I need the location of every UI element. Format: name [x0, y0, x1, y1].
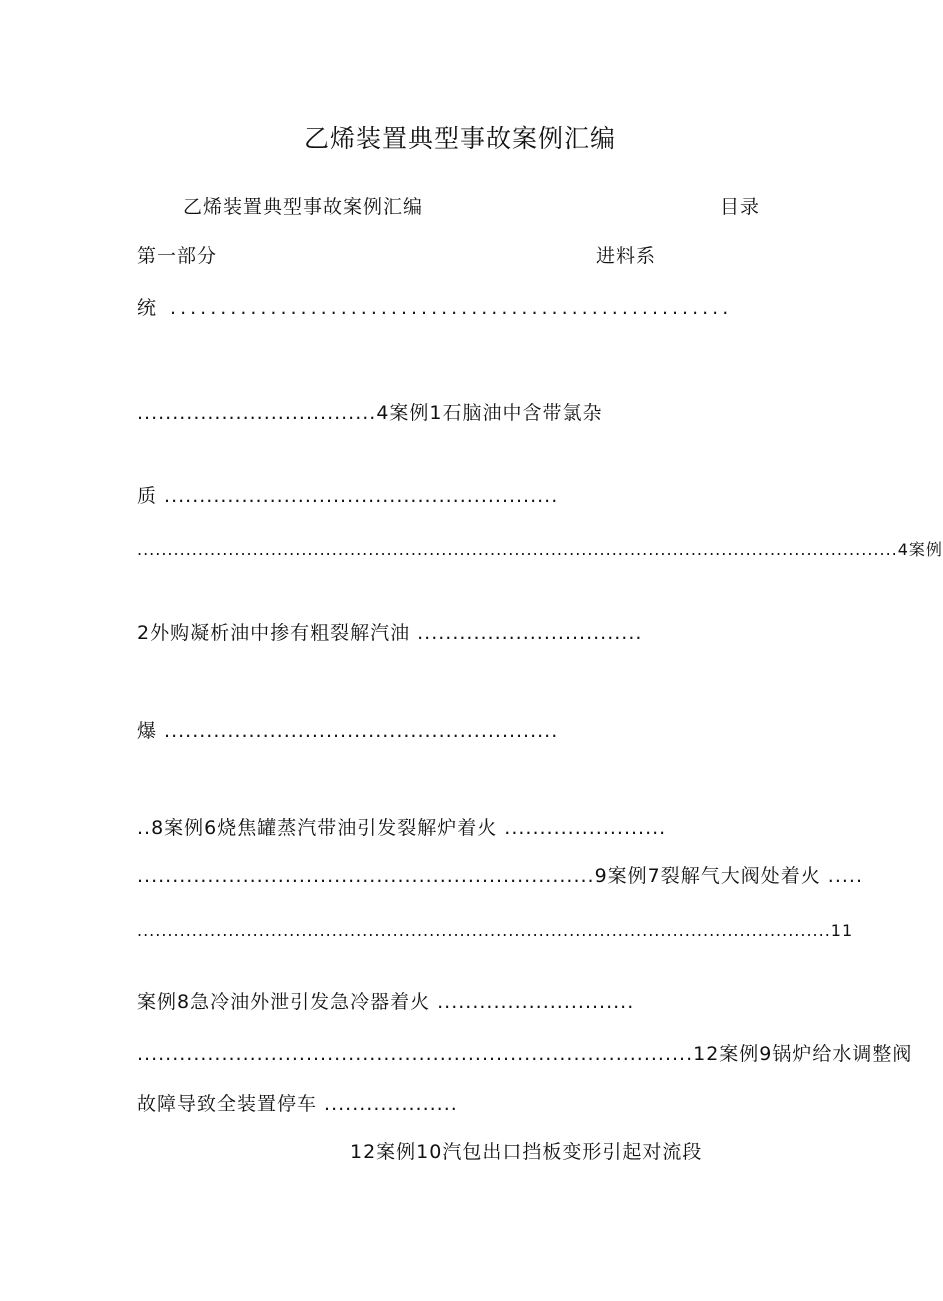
- toc-line: 质 ........................................................: [137, 485, 559, 507]
- toc-line-part-label: 第一部分: [137, 245, 218, 267]
- toc-line: .............................................................................................................................4案例: [137, 540, 943, 559]
- toc-line: ..................................................................................................................11: [137, 921, 854, 940]
- toc-line: 统 ........................................................: [137, 297, 733, 319]
- toc-line: 案例8急冷油外泄引发急冷器着火 ............................: [137, 991, 635, 1013]
- toc-line: 故障导致全装置停车 ...................: [137, 1093, 458, 1115]
- toc-line: .................................................................9案例7裂解气大阀处着火 .....: [137, 865, 863, 887]
- toc-line-part-topic: 进料系: [596, 245, 657, 267]
- toc-line: 2外购凝析油中掺有粗裂解汽油 ................................: [137, 622, 643, 644]
- toc-line: 爆 ........................................................: [137, 720, 559, 742]
- toc-heading-right: 目录: [720, 196, 761, 218]
- toc-heading-left: 乙烯装置典型事故案例汇编: [183, 196, 424, 218]
- toc-line: ..................................4案例1石脑油中含带氯杂: [137, 402, 603, 424]
- toc-line: 12案例10汽包出口挡板变形引起对流段: [350, 1141, 703, 1163]
- document-title: 乙烯装置典型事故案例汇编: [303, 124, 616, 153]
- toc-line: ..8案例6烧焦罐蒸汽带油引发裂解炉着火 .......................: [137, 817, 667, 839]
- toc-line: ...............................................................................12案例9锅炉给水调整阀: [137, 1043, 913, 1065]
